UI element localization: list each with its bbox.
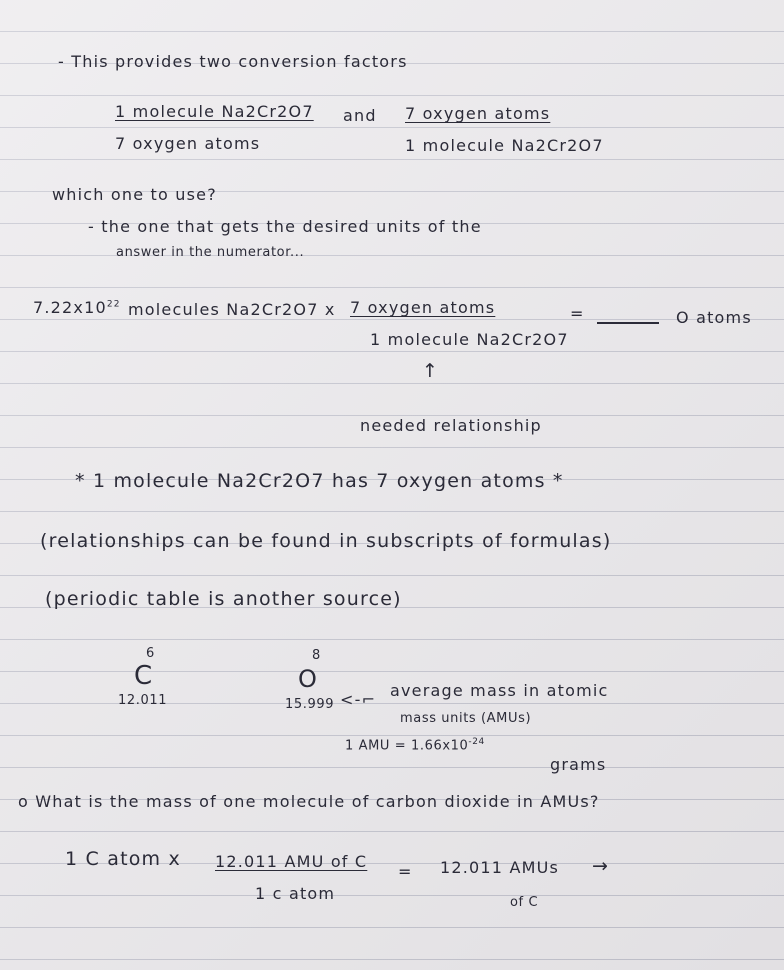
star-statement: * 1 molecule Na2Cr2O7 has 7 oxygen atoms * [75,470,564,492]
which-question: which one to use? [52,185,217,204]
factor1-denominator: 7 oxygen atoms [115,134,261,153]
final-left: 1 C atom x [65,848,181,870]
calc-result-unit: O atoms [676,308,752,327]
answer-line-2: answer in the numerator... [116,245,305,260]
factor2-denominator: 1 molecule Na2Cr2O7 [405,136,604,155]
factor2-numerator: 7 oxygen atoms [405,104,551,123]
periodic-note: (periodic table is another source) [45,588,402,610]
calc-numerator: 7 oxygen atoms [350,298,496,317]
final-result-sub: of C [510,895,539,910]
final-result: 12.011 AMUs [440,858,560,877]
oxygen-mass: 15.999 [285,697,335,712]
oxygen-atomic-number: 8 [312,648,321,663]
final-numerator: 12.011 AMU of C [215,852,368,871]
amu-equation: 1 AMU = $1.66x10^{-24}$ [345,737,485,754]
final-equals: = [398,862,413,881]
co2-question: o What is the mass of one molecule of carbon dioxide in AMUs? [18,792,600,811]
average-mass-line1: average mass in atomic [390,681,609,700]
average-mass-line2: mass units (AMUs) [400,711,532,726]
oxygen-symbol: O [298,665,319,693]
calc-denominator: 1 molecule Na2Cr2O7 [370,330,569,349]
factor1-numerator: 1 molecule Na2Cr2O7 [115,102,314,121]
and-word: and [343,106,377,125]
right-arrow-icon: → [592,855,610,877]
grams-word: grams [550,755,607,774]
carbon-atomic-number: 6 [146,646,155,661]
bracket-arrow: <-⌐ [340,690,377,709]
calc-coefficient: $7.22x10^{22}$ [33,298,121,317]
final-denominator: 1 c atom [255,884,336,903]
answer-line-1: - the one that gets the desired units of the [88,217,482,236]
blank-line [597,322,659,324]
carbon-symbol: C [134,661,154,691]
carbon-mass: 12.011 [118,693,168,708]
intro-line: - This provides two conversion factors [58,52,408,71]
calc-units: molecules Na2Cr2O7 x [128,300,336,319]
up-arrow-icon: ↑ [422,360,440,382]
calc-equals: = [570,304,585,323]
relationships-note: (relationships can be found in subscripts of formulas) [40,530,612,552]
needed-relationship: needed relationship [360,416,542,435]
